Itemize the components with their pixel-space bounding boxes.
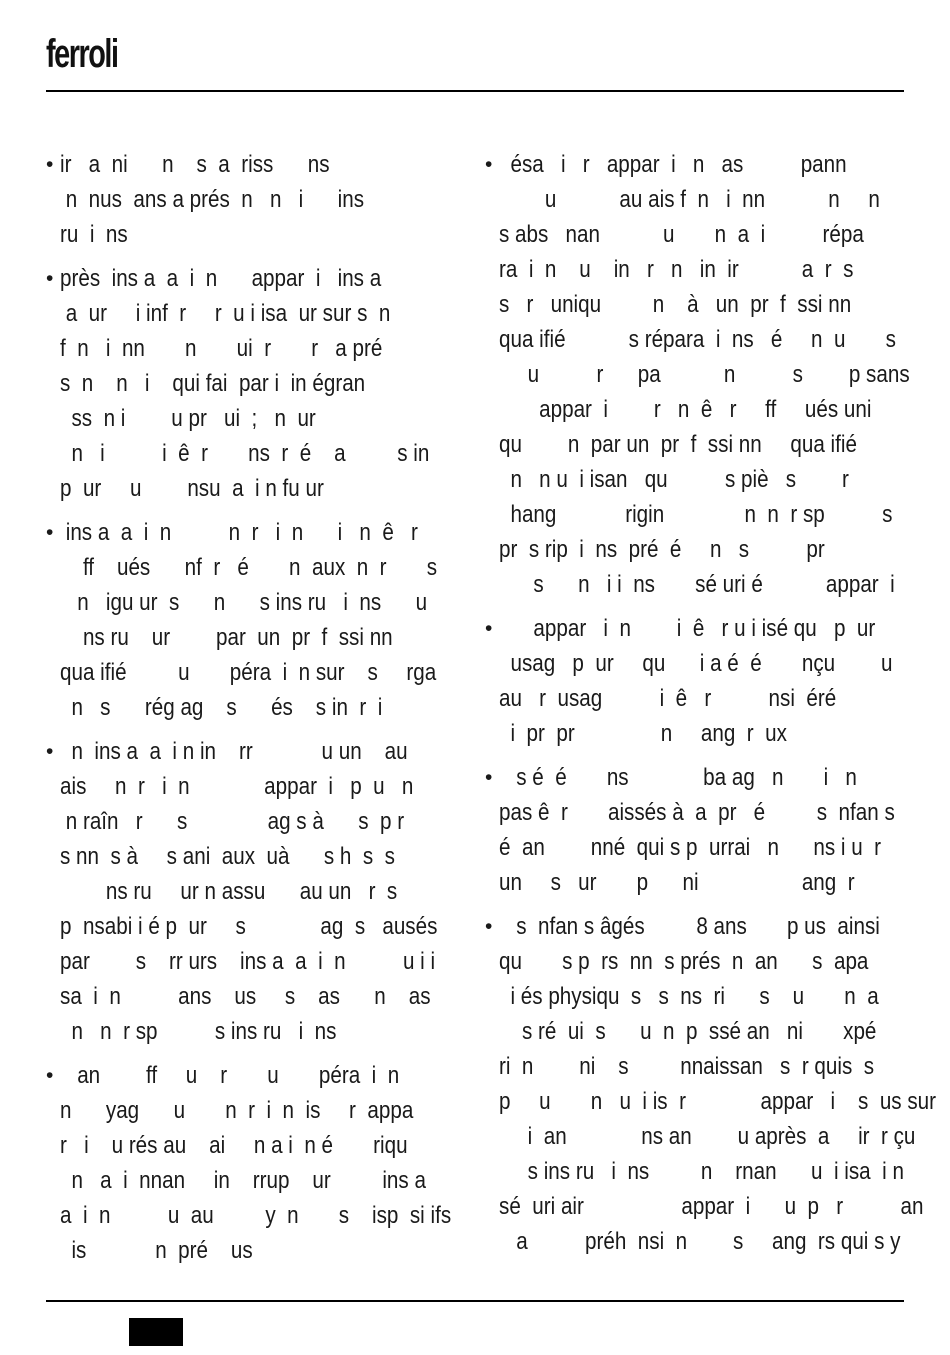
right-column bbox=[485, 147, 937, 1268]
paragraph-line: appar i r n ê r ff ués uni bbox=[499, 396, 872, 423]
paragraph-line: qua ifié u péra i n sur s rga bbox=[60, 659, 437, 686]
bullet-marker: • bbox=[46, 267, 54, 290]
paragraph-line: s ins ru i ns n rnan u i isa i n bbox=[499, 1158, 904, 1185]
paragraph-line: appar i n i ê r u i isé qu p ur bbox=[499, 615, 876, 642]
bullet-item bbox=[485, 147, 910, 602]
paragraph-line: ff ués nf r é n aux n r s bbox=[60, 554, 438, 581]
paragraph-line: ss n i u pr ui ; n ur bbox=[60, 405, 316, 432]
paragraph-line: is n pré us bbox=[60, 1237, 253, 1264]
paragraph-line: un s ur p ni ang r bbox=[499, 869, 855, 896]
page-number-box bbox=[129, 1318, 183, 1346]
paragraph-line: ns ru ur par un pr f ssi nn bbox=[60, 624, 393, 651]
paragraph-line: an ff u r u péra i n bbox=[60, 1062, 400, 1089]
bullet-marker: • bbox=[485, 153, 493, 176]
paragraph-line: r i u rés au ai n a i n é riqu bbox=[60, 1132, 408, 1159]
paragraph-line: é an nné qui s p urrai n ns i u r bbox=[499, 834, 882, 861]
paragraph-line: i an ns an u après a ir r çu bbox=[499, 1123, 916, 1150]
paragraph-line: u au ais f n i nn n n bbox=[499, 186, 880, 213]
paragraph-line: usag p ur qu i a é é nçu u bbox=[499, 650, 893, 677]
paragraph-line: f n i nn n ui r r a pré bbox=[60, 335, 383, 362]
paragraph-line: s n n i qui fai par i in égran bbox=[60, 370, 366, 397]
paragraph-line: s é é ns ba ag n i n bbox=[499, 764, 857, 791]
paragraph-line: s n i i ns sé uri é appar i bbox=[499, 571, 895, 598]
paragraph-line: p nsabi i é p ur s ag s ausés bbox=[60, 913, 438, 940]
left-column bbox=[46, 147, 466, 1277]
paragraph-line: ir a ni n s a riss ns bbox=[60, 151, 330, 178]
paragraph-line: par s rr urs ins a a i n u i i bbox=[60, 948, 436, 975]
paragraph-line: n a i nnan in rrup ur ins a bbox=[60, 1167, 426, 1194]
bullet-item bbox=[485, 909, 937, 1259]
bullet-marker: • bbox=[485, 915, 493, 938]
paragraph-line: près ins a a i n appar i ins a bbox=[60, 265, 382, 292]
paragraph-line: i és physiqu s s ns ri s u n a bbox=[499, 983, 879, 1010]
paragraph-line: qu s p rs nn s prés n an s apa bbox=[499, 948, 869, 975]
paragraph-line: p ur u nsu a i n fu ur bbox=[60, 475, 324, 502]
paragraph-line: n s rég ag s és s in r i bbox=[60, 694, 383, 721]
paragraph-line: n yag u n r i n is r appa bbox=[60, 1097, 414, 1124]
paragraph-line: s abs nan u n a i répa bbox=[499, 221, 864, 248]
paragraph-line: n nus ans a prés n n i ins bbox=[60, 186, 365, 213]
paragraph-line: hang rigin n n r sp s bbox=[499, 501, 893, 528]
paragraph-line: u r pa n s p sans bbox=[499, 361, 910, 388]
paragraph-line: n ins a a i n in rr u un au bbox=[60, 738, 408, 765]
paragraph-line: ra i n u in r n in ir a r s bbox=[499, 256, 854, 283]
paragraph-line: a i n u au y n s isp si ifs bbox=[60, 1202, 452, 1229]
bullet-item bbox=[485, 611, 905, 751]
paragraph-line: ns ru ur n assu au un r s bbox=[60, 878, 398, 905]
bullet-item bbox=[46, 734, 466, 1049]
paragraph-line: pas ê r aissés à a pr é s nfan s bbox=[499, 799, 895, 826]
paragraph-line: s ré ui s u n p ssé an ni xpé bbox=[499, 1018, 877, 1045]
header-divider bbox=[46, 90, 904, 92]
paragraph-line: s nfan s âgés 8 ans p us ainsi bbox=[499, 913, 880, 940]
paragraph-line: ais n r i n appar i p u n bbox=[60, 773, 414, 800]
paragraph-line: a préh nsi n s ang rs qui s y bbox=[499, 1228, 901, 1255]
paragraph-line: ru i ns bbox=[60, 221, 128, 248]
paragraph-line: a ur i inf r r u i isa ur sur s n bbox=[60, 300, 391, 327]
bullet-item bbox=[485, 760, 905, 900]
bullet-item bbox=[46, 1058, 466, 1268]
paragraph-line: i pr pr n ang r ux bbox=[499, 720, 787, 747]
bullet-marker: • bbox=[485, 617, 493, 640]
paragraph-line: s nn s à s ani aux uà s h s s bbox=[60, 843, 395, 870]
paragraph-line: ri n ni s nnaissan s r quis s bbox=[499, 1053, 875, 1080]
paragraph-line: au r usag i ê r nsi éré bbox=[499, 685, 837, 712]
footer-divider bbox=[46, 1300, 904, 1302]
paragraph-line: p u n u i is r appar i s us sur bbox=[499, 1088, 937, 1115]
bullet-item bbox=[46, 147, 466, 252]
bullet-item bbox=[46, 515, 466, 725]
brand-logo: ferroli bbox=[46, 32, 118, 76]
paragraph-line: s r uniqu n à un pr f ssi nn bbox=[499, 291, 852, 318]
paragraph-line: qu n par un pr f ssi nn qua ifié bbox=[499, 431, 857, 458]
bullet-marker: • bbox=[46, 740, 54, 763]
paragraph-line: n n r sp s ins ru i ns bbox=[60, 1018, 337, 1045]
paragraph-line: n raîn r s ag s à s p r bbox=[60, 808, 405, 835]
bullet-marker: • bbox=[46, 153, 54, 176]
paragraph-line: pr s rip i ns pré é n s pr bbox=[499, 536, 825, 563]
paragraph-line: n n u i isan qu s piè s r bbox=[499, 466, 849, 493]
bullet-marker: • bbox=[46, 521, 54, 544]
paragraph-line: ésa i r appar i n as pann bbox=[499, 151, 847, 178]
paragraph-line: sé uri air appar i u p r an bbox=[499, 1193, 924, 1220]
bullet-marker: • bbox=[485, 766, 493, 789]
paragraph-line: sa i n ans us s as n as bbox=[60, 983, 431, 1010]
paragraph-line: ins a a i n n r i n i n ê r bbox=[60, 519, 418, 546]
paragraph-line: qua ifié s répara i ns é n u s bbox=[499, 326, 896, 353]
paragraph-line: n i i ê r ns r é a s in bbox=[60, 440, 430, 467]
paragraph-line: n igu ur s n s ins ru i ns u bbox=[60, 589, 428, 616]
bullet-item bbox=[46, 261, 466, 506]
bullet-marker: • bbox=[46, 1064, 54, 1087]
